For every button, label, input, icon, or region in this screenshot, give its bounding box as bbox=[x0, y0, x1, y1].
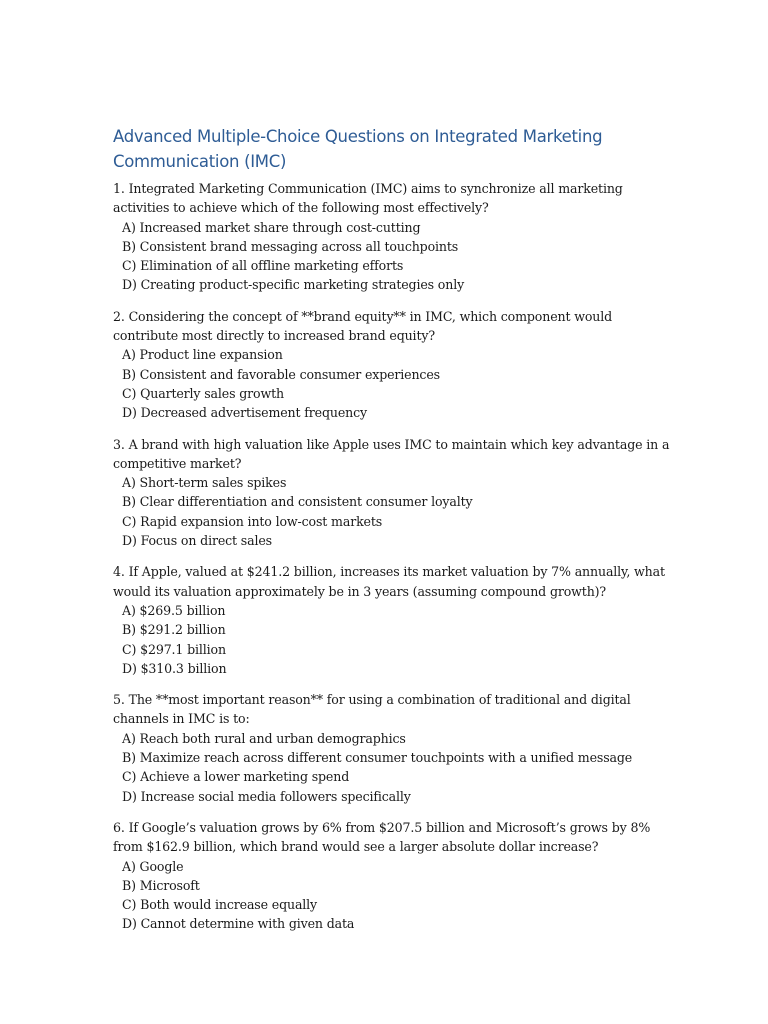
document-page bbox=[113, 124, 673, 946]
answer-option-d: D) Focus on direct sales bbox=[122, 533, 272, 549]
answer-options bbox=[113, 601, 673, 678]
answer-option-b: B) Consistent brand messaging across all touchpoints bbox=[122, 238, 459, 254]
question-text: 6. If Google’s valuation grows by 6% from $207.5 billion and Microsoft’s grows by 8% from $162.9 billion, which brand would see a larger absolute dollar increase? bbox=[113, 819, 651, 855]
answer-option-a: A) Google bbox=[122, 858, 184, 874]
document-title: Advanced Multiple-Choice Questions on Integrated Marketing Communication (IMC) bbox=[113, 127, 603, 171]
answer-option-d: D) Creating product-specific marketing strategies only bbox=[122, 277, 465, 293]
question-text: 2. Considering the concept of **brand equity** in IMC, which component would contribute most directly to increased brand equity? bbox=[113, 308, 613, 344]
answer-option-c: C) Elimination of all offline marketing efforts bbox=[122, 258, 404, 274]
answer-option-b: B) Maximize reach across different consumer touchpoints with a unified message bbox=[122, 750, 633, 766]
answer-option-c: C) Quarterly sales growth bbox=[122, 385, 284, 401]
answer-options bbox=[113, 857, 673, 934]
question-text: 4. If Apple, valued at $241.2 billion, increases its market valuation by 7% annually, what would its valuation approximately be in 3 years (assuming compound growth)? bbox=[113, 564, 665, 599]
answer-option-b: B) Clear differentiation and consistent consumer loyalty bbox=[122, 494, 473, 510]
question-text: 1. Integrated Marketing Communication (IMC) aims to synchronize all marketing activities to achieve which of the following most effectively? bbox=[113, 181, 623, 216]
answer-option-a: A) Increased market share through cost-cutting bbox=[122, 219, 421, 235]
answer-option-b: B) $291.2 billion bbox=[122, 622, 226, 638]
answer-option-d: D) Cannot determine with given data bbox=[122, 916, 355, 932]
question-text: 3. A brand with high valuation like Apple uses IMC to maintain which key advantage in a competitive market? bbox=[113, 436, 670, 471]
answer-options bbox=[113, 345, 673, 422]
answer-option-a: A) Reach both rural and urban demographics bbox=[122, 730, 406, 746]
answer-option-d: D) Increase social media followers specifically bbox=[122, 788, 411, 804]
question-6 bbox=[113, 818, 673, 934]
answer-option-c: C) Rapid expansion into low-cost markets bbox=[122, 513, 383, 529]
question-4 bbox=[113, 562, 673, 678]
answer-option-d: D) $310.3 billion bbox=[122, 660, 227, 676]
question-3 bbox=[113, 435, 673, 551]
answer-option-c: C) Achieve a lower marketing spend bbox=[122, 769, 350, 785]
answer-option-b: B) Microsoft bbox=[122, 877, 200, 893]
answer-option-a: A) $269.5 billion bbox=[122, 602, 226, 618]
question-text: 5. The **most important reason** for using a combination of traditional and digital channels in IMC is to: bbox=[113, 692, 631, 727]
question-2 bbox=[113, 307, 673, 423]
answer-option-d: D) Decreased advertisement frequency bbox=[122, 405, 367, 421]
question-5 bbox=[113, 690, 673, 806]
answer-option-a: A) Short-term sales spikes bbox=[122, 475, 287, 491]
answer-option-c: C) Both would increase equally bbox=[122, 897, 318, 913]
answer-option-c: C) $297.1 billion bbox=[122, 641, 226, 657]
answer-option-b: B) Consistent and favorable consumer experiences bbox=[122, 366, 440, 382]
answer-option-a: A) Product line expansion bbox=[122, 347, 283, 363]
answer-options bbox=[113, 729, 673, 806]
answer-options bbox=[113, 473, 673, 550]
answer-options bbox=[113, 218, 673, 295]
question-1 bbox=[113, 179, 673, 295]
